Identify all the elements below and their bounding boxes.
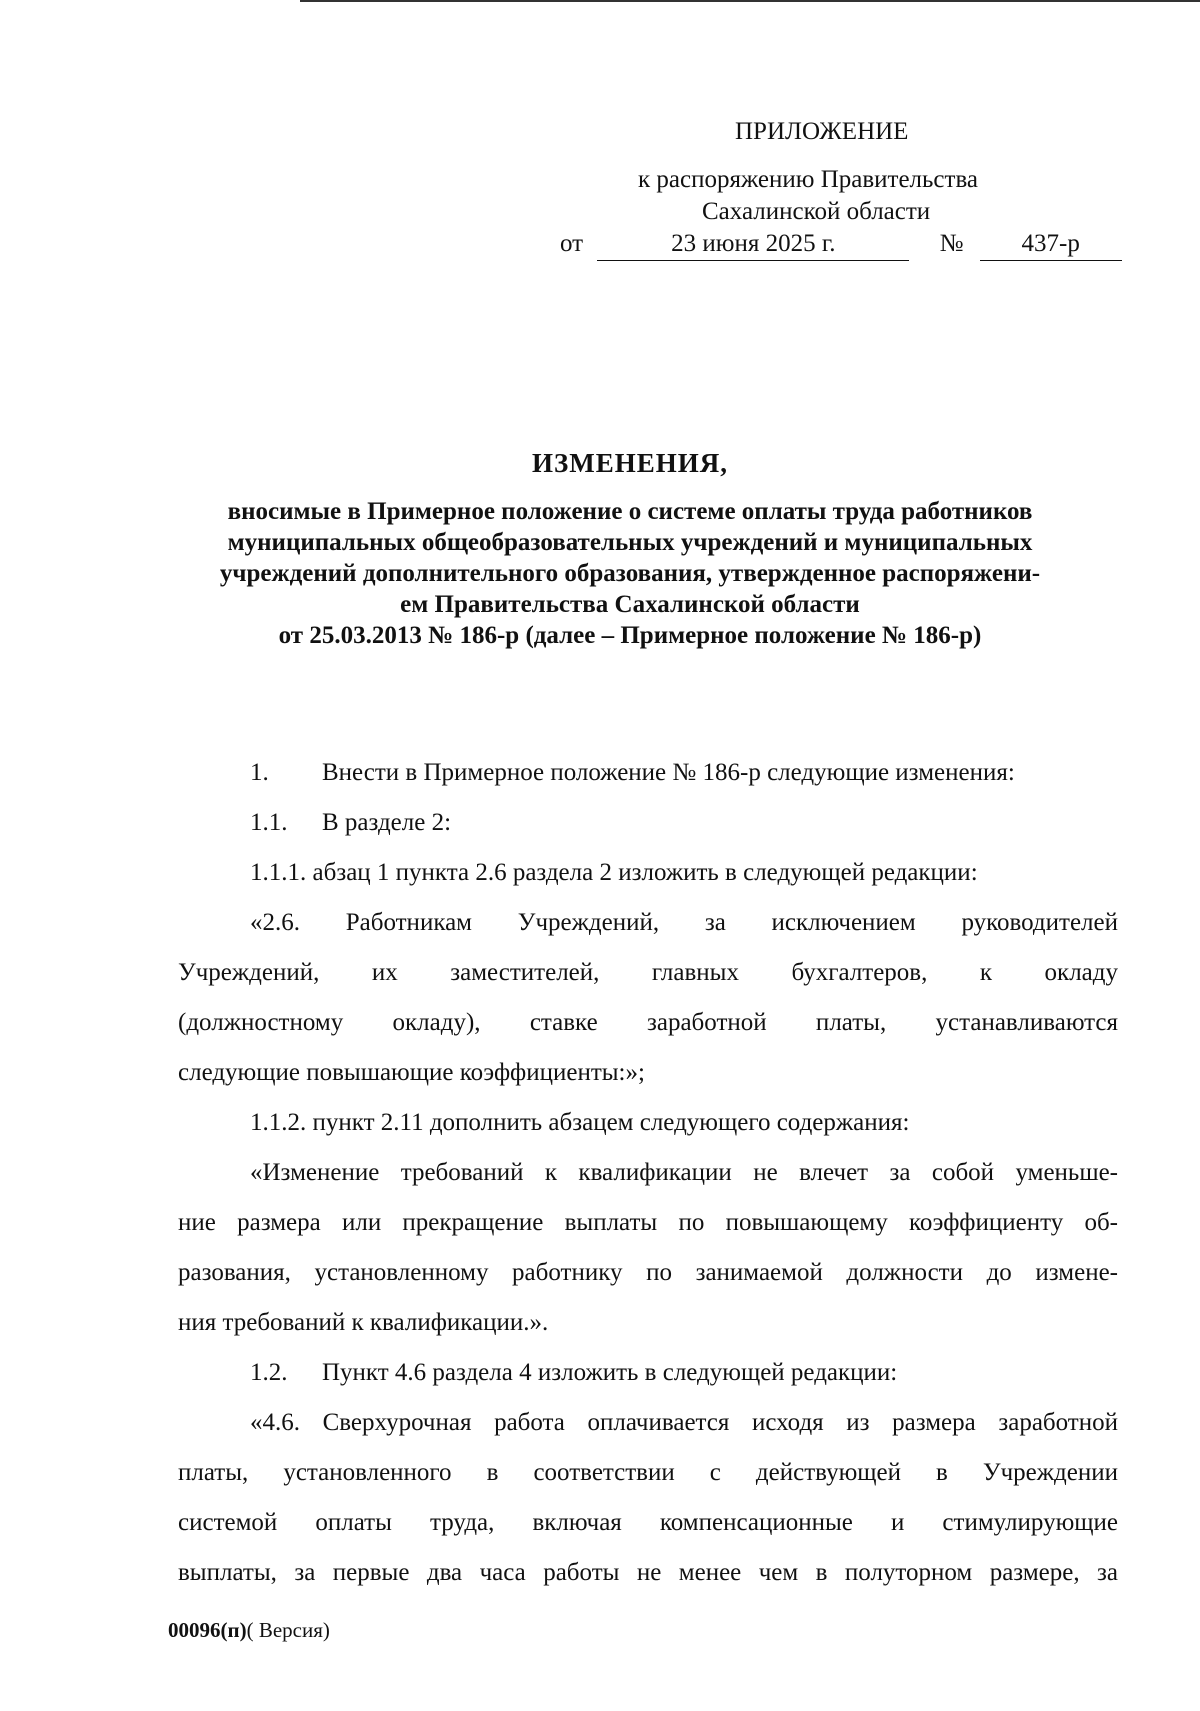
document-number: 437-р — [980, 228, 1122, 261]
quote-2-11-line: «Изменение требований к квалификации не влечет за собой уменьше- — [250, 1159, 1118, 1186]
subtitle-line: муниципальных общеобразовательных учреждений и муниципальных — [227, 529, 1033, 556]
quote-2-6-line: (должностному окладу), ставке заработной платы, устанавливаются — [178, 1009, 1118, 1036]
item-1-1-text: В разделе 2: — [322, 809, 452, 836]
appendix-heading: ПРИЛОЖЕНИЕ — [735, 118, 909, 145]
footer-version-label: ( Версия) — [246, 1618, 330, 1642]
footer-version — [168, 1618, 330, 1643]
item-1-text: Внести в Примерное положение № 186-р следующие изменения: — [322, 759, 1015, 786]
quote-4-6-line: «4.6. Сверхурочная работа оплачивается исходя из размера заработной — [250, 1409, 1118, 1436]
item-1-1-2: 1.1.2. пункт 2.11 дополнить абзацем следующего содержания: — [250, 1109, 910, 1136]
quote-2-11-line: ния требований к квалификации.». — [178, 1309, 549, 1336]
quote-2-6-line: «2.6. Работникам Учреждений, за исключением руководителей — [250, 909, 1118, 936]
from-label: от — [560, 230, 584, 257]
subtitle-line: вносимые в Примерное положение о системе оплаты труда работников — [227, 498, 1033, 525]
item-1-1-1: 1.1.1. абзац 1 пункта 2.6 раздела 2 изложить в следующей редакции: — [250, 859, 978, 886]
footer-code: 00096(п) — [168, 1618, 247, 1642]
item-1-1-number: 1.1. — [250, 809, 288, 836]
item-1-2 — [178, 1348, 1118, 1398]
item-1 — [178, 748, 1118, 798]
quote-2-11-line: разования, установленному работнику по занимаемой должности до измене- — [178, 1259, 1118, 1286]
quote-4-6-line: системой оплаты труда, включая компенсационные и стимулирующие — [178, 1509, 1118, 1536]
subtitle-line: учреждений дополнительного образования, утвержденное распоряжени- — [219, 560, 1041, 587]
quote-4-6-line: выплаты, за первые два часа работы не менее чем в полуторном размере, за — [178, 1559, 1118, 1586]
number-label: № — [939, 230, 964, 257]
quote-2-6-line: Учреждений, их заместителей, главных бухгалтеров, к окладу — [178, 959, 1118, 986]
quote-2-11-line: ние размера или прекращение выплаты по повышающему коэффициенту об- — [178, 1209, 1118, 1236]
quote-4-6-line: платы, установленного в соответствии с действующей в Учреждении — [178, 1459, 1118, 1486]
document-body — [178, 748, 1118, 1598]
item-1-number: 1. — [250, 759, 269, 786]
header-date-line — [560, 228, 1122, 261]
subtitle-line: от 25.03.2013 № 186-р (далее – Примерное положение № 186-р) — [278, 622, 982, 649]
item-1-2-number: 1.2. — [250, 1359, 288, 1386]
header-line-2: Сахалинской области — [702, 198, 931, 225]
document-subtitle — [160, 496, 1100, 651]
top-edge-rule — [300, 0, 1200, 2]
document-date: 23 июня 2025 г. — [597, 228, 909, 261]
item-1-1 — [178, 798, 1118, 848]
header-line-1: к распоряжению Правительства — [638, 166, 979, 193]
subtitle-line: ем Правительства Сахалинской области — [400, 591, 860, 618]
item-1-2-text: Пункт 4.6 раздела 4 изложить в следующей редакции: — [322, 1359, 898, 1386]
quote-2-6-line: следующие повышающие коэффициенты:»; — [178, 1059, 645, 1086]
document-title: ИЗМЕНЕНИЯ, — [531, 448, 728, 478]
